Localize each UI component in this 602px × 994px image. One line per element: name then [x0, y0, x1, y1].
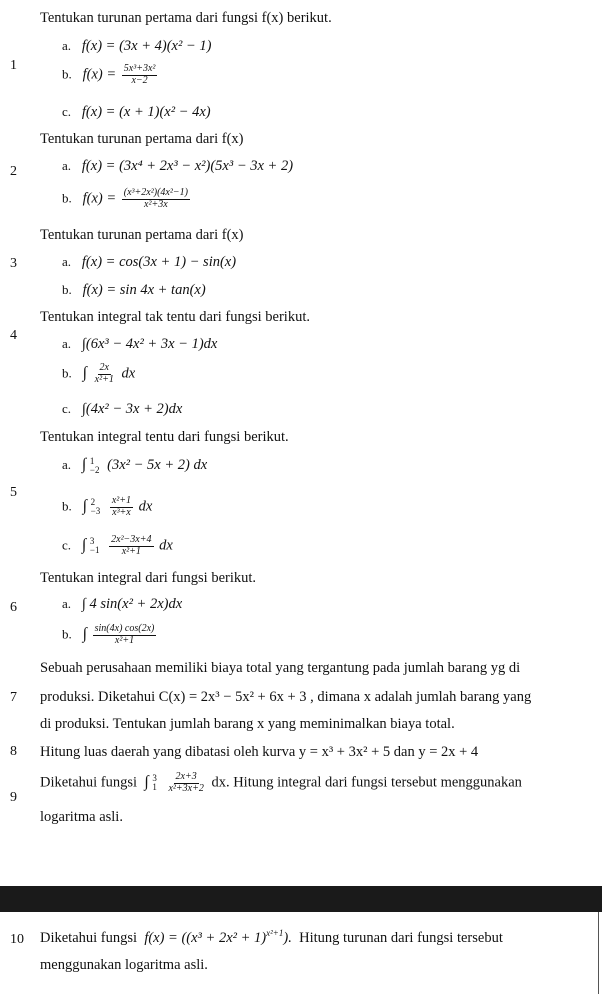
- q4-item-b: b. ∫ $\frac{2x}{\text{x²+1}}$ dx: [62, 362, 136, 385]
- q9-number: 9: [10, 790, 17, 805]
- q8-number: 8: [10, 744, 17, 759]
- q1-item-a: a. f(x) = (3x + 4)(x² − 1): [62, 38, 212, 54]
- q5-a-limits: 1 −2: [89, 455, 100, 475]
- q3-instruction: Tentukan turunan pertama dari f(x): [40, 227, 244, 243]
- q10-line-2: menggunakan logaritma asli.: [40, 957, 208, 973]
- q2-b-fraction: $\frac{\text{(x³+2x²)(4x²−1)}}{\text{x²+3x}}$: [123, 187, 188, 210]
- q7-number: 7: [10, 690, 17, 705]
- q2-instruction: Tentukan turunan pertama dari f(x): [40, 131, 244, 147]
- q1-item-c: c. f(x) = (x + 1)(x² − 4x): [62, 104, 211, 120]
- q5-c-limits: 3 −1: [89, 536, 100, 555]
- q5-item-c: c. ∫ 3 −1 $\frac{\text{2x²−3x+4}}{\text{x²+1}}$ dx: [62, 534, 173, 557]
- q9-limits: 3 1: [152, 773, 157, 792]
- q7-line-2: produksi. Diketahui C(x) = 2x³ − 5x² + 6x + 3 , dimana x adalah jumlah barang yang: [40, 689, 532, 705]
- scan-dark-band: [0, 886, 602, 912]
- q9-fraction: $\frac{2x+3}{\text{x²+3x+2}}$: [168, 771, 204, 794]
- q5-b-fraction: $\frac{\text{x²+1}}{\text{x³+x}}$: [111, 495, 132, 518]
- q5-item-b: b. ∫ 2 −3 $\frac{\text{x²+1}}{\text{x³+x}}$ dx: [62, 495, 153, 518]
- q9-line-1: Diketahui fungsi ∫ 3 1 $\frac{2x+3}{\text{x²+3x+2}}$ dx. Hitung integral dari fungsi tersebut menggunakan: [40, 771, 522, 794]
- q4-item-c: c. ∫(4x² − 3x + 2)dx: [62, 401, 183, 417]
- q1-item-b: b. f(x) = $\frac{\text{5x³+3x²}}{x-2}$: [62, 63, 156, 86]
- q3-number: 3: [10, 256, 17, 271]
- q7-line-1: Sebuah perusahaan memiliki biaya total yang tergantung pada jumlah barang yg di: [40, 660, 521, 676]
- q4-b-fraction: $\frac{2x}{\text{x²+1}}$: [94, 362, 114, 385]
- q5-b-limits: 2 −3: [90, 497, 101, 516]
- q4-number: 4: [10, 328, 17, 343]
- q1-instruction: Tentukan turunan pertama dari fungsi f(x) berikut.: [40, 10, 332, 26]
- q5-item-a: a. ∫ 1 −2 (3x² − 5x + 2) dx: [62, 455, 208, 475]
- q10-line-1: Diketahui fungsi $f(x) = ((x^3 + 2x^2 + 1)^{x^2+1})$. Hitung turunan dari fungsi tersebut: [40, 928, 503, 946]
- q5-number: 5: [10, 485, 17, 500]
- q8-text: Hitung luas daerah yang dibatasi oleh kurva y = x³ + 3x² + 5 dan y = 2x + 4: [40, 744, 479, 760]
- q3-item-b: b. f(x) = sin 4x + tan(x): [62, 282, 206, 298]
- q2-number: 2: [10, 164, 17, 179]
- q5-c-fraction: $\frac{\text{2x²−3x+4}}{\text{x²+1}}$: [111, 534, 152, 557]
- q3-item-a: a. f(x) = cos(3x + 1) − sin(x): [62, 254, 237, 270]
- q1-number: 1: [10, 58, 17, 73]
- q7-line-3: di produksi. Tentukan jumlah barang x yang meminimalkan biaya total.: [40, 716, 455, 732]
- q6-number: 6: [10, 600, 17, 615]
- q6-b-fraction: $\frac{\sin(4x) \cos(2x)}{\text{x²+1}}$: [94, 623, 155, 646]
- q10-number: 10: [10, 932, 24, 947]
- q2-item-a: a. f(x) = (3x⁴ + 2x³ − x²)(5x³ − 3x + 2): [62, 158, 294, 174]
- q4-instruction: Tentukan integral tak tentu dari fungsi berikut.: [40, 309, 310, 325]
- page-edge-line: [598, 912, 599, 994]
- q4-item-a: a. ∫(6x³ − 4x² + 3x − 1)dx: [62, 336, 218, 352]
- q9-line-2: logaritma asli.: [40, 809, 123, 825]
- q2-item-b: b. f(x) = $\frac{\text{(x³+2x²)(4x²−1)}}{\text{x²+3x}}$: [62, 187, 188, 210]
- q6-item-b: b. ∫ $\frac{\sin(4x) \cos(2x)}{\text{x²+1}}$: [62, 623, 155, 646]
- q1-b-fraction: $\frac{\text{5x³+3x²}}{x-2}$: [123, 63, 156, 86]
- q6-item-a: a. ∫ 4 sin(x² + 2x)dx: [62, 596, 183, 612]
- q6-instruction: Tentukan integral dari fungsi berikut.: [40, 570, 257, 586]
- q5-instruction: Tentukan integral tentu dari fungsi berikut.: [40, 429, 289, 445]
